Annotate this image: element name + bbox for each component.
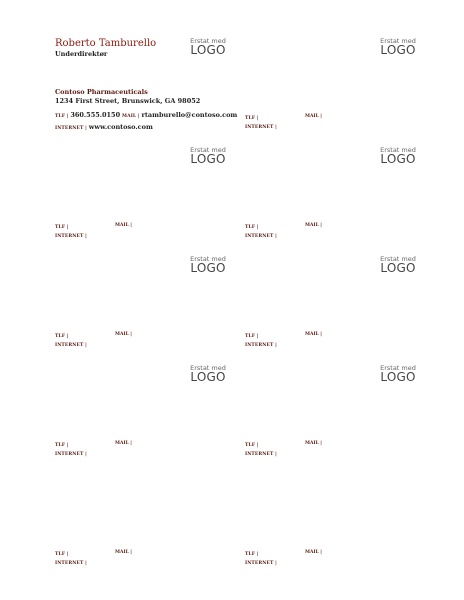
logo-replace-text: Erstat med (380, 364, 416, 372)
card-contact-line-2 (245, 123, 277, 130)
card-contact-line-1 (55, 441, 68, 448)
internet-label: INTERNET | (55, 561, 87, 566)
logo-placeholder[interactable] (186, 365, 230, 383)
phone-label: TLF | (55, 114, 69, 119)
logo-replace-text: Erstat med (190, 146, 226, 154)
phone-label: TLF | (245, 116, 259, 121)
business-card (245, 147, 435, 252)
phone-label: TLF | (55, 225, 69, 230)
logo-placeholder[interactable] (186, 256, 230, 274)
card-contact-line-2 (55, 123, 153, 131)
card-contact-line-1 (55, 332, 68, 339)
internet-label: INTERNET | (245, 234, 277, 239)
business-card (245, 365, 435, 470)
logo-text: LOGO (380, 43, 416, 57)
mail-label: MAIL | (305, 550, 322, 555)
business-card-sample (55, 38, 245, 143)
card-address[interactable]: 1234 First Street, Brunswick, GA 98052 (55, 97, 201, 105)
card-contact-line-1 (245, 550, 258, 557)
card-name[interactable]: Roberto Tamburello (55, 38, 157, 49)
logo-text: LOGO (380, 152, 416, 166)
business-card (55, 474, 245, 579)
phone-value[interactable]: 360.555.0150 (70, 111, 121, 119)
internet-label: INTERNET | (245, 561, 277, 566)
business-card (55, 365, 245, 470)
logo-text: LOGO (380, 261, 416, 275)
card-contact-line-2 (245, 341, 277, 348)
card-contact-line-2 (245, 559, 277, 566)
card-contact-line-1 (245, 114, 258, 121)
mail-label: MAIL | (115, 441, 132, 446)
card-contact-line-1 (245, 332, 258, 339)
card-company[interactable]: Contoso Pharmaceuticals (55, 88, 148, 96)
logo-placeholder[interactable] (186, 38, 230, 56)
phone-label: TLF | (55, 552, 69, 557)
card-contact-line-1 (55, 111, 237, 119)
logo-text: LOGO (190, 370, 226, 384)
phone-label: TLF | (245, 552, 259, 557)
internet-label: INTERNET | (55, 234, 87, 239)
business-card (55, 147, 245, 252)
card-contact-line-2 (245, 232, 277, 239)
logo-placeholder[interactable] (376, 38, 420, 56)
logo-text: LOGO (190, 43, 226, 57)
internet-label: INTERNET | (55, 126, 87, 131)
logo-replace-text: Erstat med (380, 146, 416, 154)
mail-label: MAIL | (115, 332, 132, 337)
phone-label: TLF | (245, 443, 259, 448)
internet-label: INTERNET | (55, 343, 87, 348)
business-card (245, 38, 435, 143)
logo-replace-text: Erstat med (190, 255, 226, 263)
card-contact-line-2 (55, 341, 87, 348)
business-card (55, 256, 245, 361)
business-card (245, 256, 435, 361)
business-card (245, 474, 435, 579)
phone-label: TLF | (245, 334, 259, 339)
phone-label: TLF | (245, 225, 259, 230)
internet-label: INTERNET | (245, 452, 277, 457)
card-contact-line-1 (245, 441, 258, 448)
logo-replace-text: Erstat med (190, 364, 226, 372)
internet-label: INTERNET | (55, 452, 87, 457)
email-value[interactable]: rtamburello@contoso.com (141, 111, 238, 119)
website-value[interactable]: www.contoso.com (88, 123, 153, 131)
card-contact-line-1 (245, 223, 258, 230)
card-title[interactable]: Underdirektør (55, 50, 108, 58)
mail-label: MAIL | (115, 550, 132, 555)
logo-text: LOGO (190, 152, 226, 166)
mail-label: MAIL | (305, 114, 322, 119)
logo-replace-text: Erstat med (190, 37, 226, 45)
card-contact-line-2 (55, 450, 87, 457)
logo-placeholder[interactable] (186, 147, 230, 165)
internet-label: INTERNET | (245, 125, 277, 130)
logo-replace-text: Erstat med (380, 255, 416, 263)
logo-placeholder[interactable] (376, 256, 420, 274)
card-contact-line-1 (55, 223, 68, 230)
card-contact-line-2 (55, 232, 87, 239)
logo-placeholder[interactable] (376, 365, 420, 383)
logo-placeholder[interactable] (376, 147, 420, 165)
mail-label: MAIL | (122, 114, 140, 119)
card-contact-line-1 (55, 550, 68, 557)
phone-label: TLF | (55, 334, 69, 339)
internet-label: INTERNET | (245, 343, 277, 348)
mail-label: MAIL | (115, 223, 132, 228)
logo-replace-text: Erstat med (380, 37, 416, 45)
card-contact-line-2 (55, 559, 87, 566)
card-contact-line-2 (245, 450, 277, 457)
mail-label: MAIL | (305, 223, 322, 228)
logo-text: LOGO (380, 370, 416, 384)
mail-label: MAIL | (305, 332, 322, 337)
mail-label: MAIL | (305, 441, 322, 446)
phone-label: TLF | (55, 443, 69, 448)
logo-text: LOGO (190, 261, 226, 275)
